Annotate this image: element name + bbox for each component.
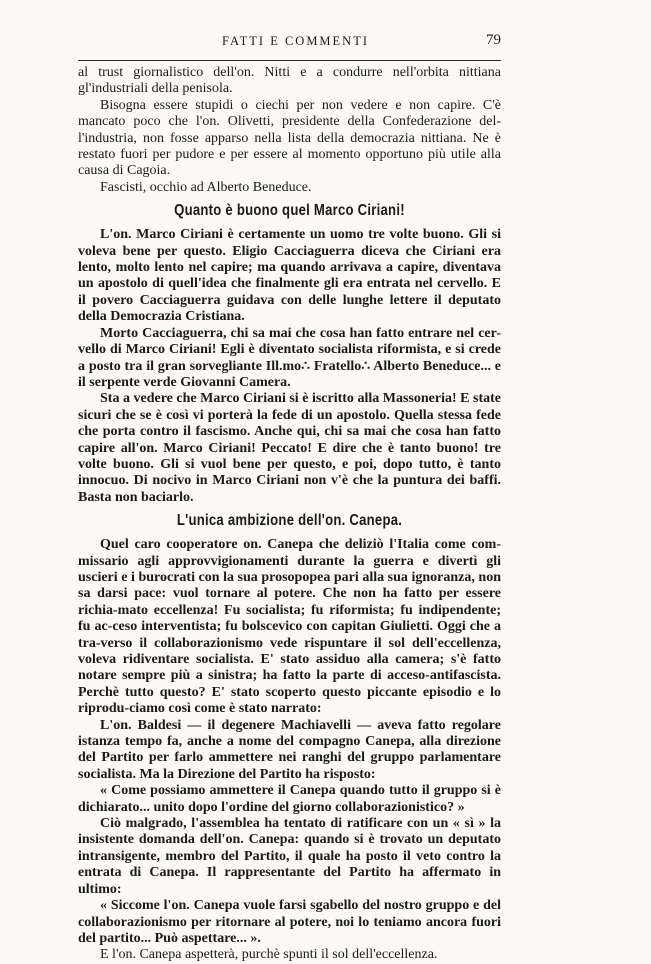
paragraph: Quel caro cooperatore on. Canepa che deliziò l'Italia come com-missario agli approvvigionamenti durante la guerra e divertì gli uscieri e i burocrati con la sua prosopopea pari alla sua ignoranza, non sa darsi pace: vuol tornare al potere. Che non ha fatto per essere richia-mato eccellenza! Fu socialista; fu riformista; fu indipendente; fu ac-ceso interventista; fu bolscevico con capitan Giulietti. Oggi che a tra-verso il collaborazionismo vede rispuntare il sol dell'eccellenza, voleva ridiventare socialista. E' stato assiduo alla camera; s'è fatto notare sempre più a sinistra; ha fatto la parte di acceso-antifascista. Perchè tutto questo? E' stato scoperto questo piccante episodio e lo riprodu-ciamo così come è stato narrato: [78, 537, 501, 717]
paragraph: L'on. Baldesi — il degenere Machiavelli — aveva fatto regolare istanza tempo fa, anche a nome del compagno Canepa, alla direzione del Partito per farlo ammettere nei ranghi del gruppo parlamentare socialista. Ma la Direzione del Partito ha risposto: [78, 717, 501, 782]
paragraph: Fascisti, occhio ad Alberto Beneduce. [100, 179, 312, 195]
running-title: FATTI E COMMENTI [221, 34, 370, 48]
paragraph: E l'on. Canepa aspetterà, purchè spunti il sol dell'eccellenza. [100, 947, 438, 963]
paragraph: Sta a vedere che Marco Ciriani si è iscritto alla Massoneria! E state sicuri che se è così vi porterà la fede di un apostolo. Quella stessa fede che porta contro il fascismo. Anche qui, chi sa mai che cosa han fatto capire all'on. Marco Ciriani! Peccato! E dire che è tanto buono! tre volte buono. Gli si vuol bene per questo, e poi, dopo tutto, è tanto innocuo. Di nocivo in Marco Ciriani non v'è che la puntura dei baffi. Basta non baciarlo. [78, 391, 501, 505]
paragraph: Ciò malgrado, l'assemblea ha tentato di ratificare con un « sì » la insistente domanda dell'on. Canepa: quando si è trovato un deputato intransigente, membro del Partito, il quale ha posto il veto contro la entrata di Canepa. Il rappresentante del Partito ha affermato in ultimo: [78, 816, 501, 897]
quotation: « Siccome l'on. Canepa vuole farsi sgabello del nostro gruppo e del collaborazionismo per ritornare al potere, noi lo teniamo ancora fuori del partito... Può aspettare... ». [78, 898, 501, 946]
paragraph: Bisogna essere stupidi o ciechi per non vedere e non capire. C'è mancato poco che l'on. Olivetti, presidente della Confederazione del-l'industria, non fosse apparso nella lista della democrazia nittiana. Ne è restato fuori per pudore e per essere al momento opportuno più utile alla causa di Cagoia. [78, 97, 501, 179]
quotation: « Come possiamo ammettere il Canepa quando tutto il gruppo si è dichiarato... unito dopo l'ordine del giorno collaborazionistico? » [78, 783, 501, 815]
page-body [78, 65, 501, 964]
paragraph: L'on. Marco Ciriani è certamente un uomo tre volte buono. Gli si voleva bene per questo. Eligio Cacciaguerra diceva che Ciriani era lento, molto lento nel capire; ma quando arrivava a capire, diventava un apostolo di quell'idea che finalmente gli era entrata nel cervello. E il povero Cacciaguerra guidava con delle lunghe lettere il deputato della Democrazia Cristiana. [78, 227, 501, 325]
header-rule [78, 60, 501, 61]
section-heading-ciriani: Quanto è buono quel Marco Ciriani! [174, 202, 405, 220]
running-header [78, 34, 501, 54]
page-number: 79 [486, 32, 501, 48]
paragraph: al trust giornalistico dell'on. Nitti e a condurre nell'orbita nittiana gl'industriali della penisola. [78, 65, 501, 97]
section-heading-canepa: L'unica ambizione dell'on. Canepa. [176, 512, 403, 530]
paragraph: Morto Cacciaguerra, chi sa mai che cosa han fatto entrare nel cer-vello di Marco Ciriani! Egli è diventato socialista riformista, e si crede a posto tra il gran sorvegliante Ill.mo∴ Fratello∴ Alberto Beneduce... e il serpente verde Giovanni Camera. [78, 325, 501, 390]
